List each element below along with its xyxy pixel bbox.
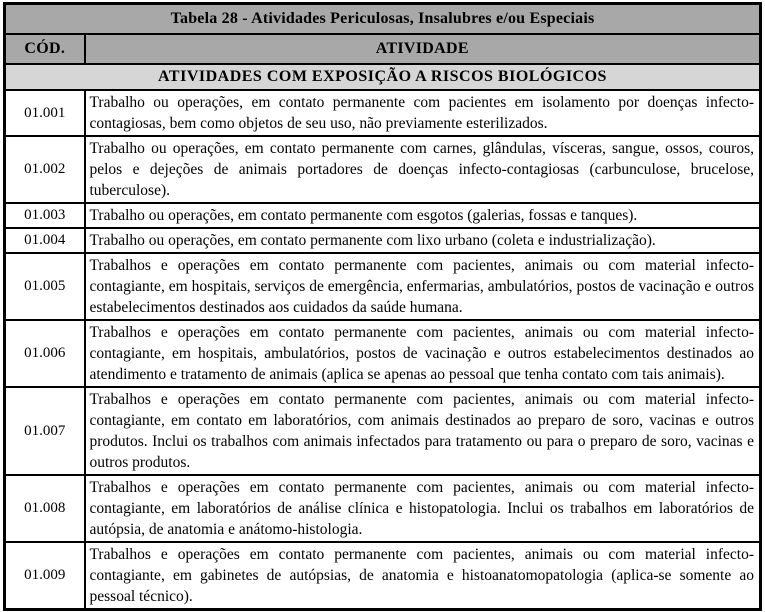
table-row [5,90,761,136]
column-header-code: CÓD. [5,34,85,64]
activity-cell: Trabalhos e operações em contato permanente com pacientes, animais ou com material infecto-contagiante, em laboratórios de análise clínica e histopatologia. Inclui os trabalhos em laboratórios de autópsia, de anatomia e anátomo-histologia. [85,475,761,542]
activity-cell: Trabalho ou operações, em contato permanente com lixo urbano (coleta e industrialização). [85,228,761,253]
section-header: ATIVIDADES COM EXPOSIÇÃO A RISCOS BIOLÓGICOS [5,64,761,90]
code-cell: 01.009 [5,542,85,610]
table-title-row [5,4,761,35]
table-title: Tabela 28 - Atividades Periculosas, Insalubres e/ou Especiais [5,4,761,35]
activity-cell: Trabalhos e operações em contato permanente com pacientes, animais ou com material infecto-contagiante, em hospitais, ambulatórios, postos de vacinação e outros estabelecimentos destinados ao atendimento e tratamento de animais (aplica se apenas ao pessoal que tenha contato com tais animais). [85,320,761,387]
activity-cell: Trabalhos e operações em contato permanente com pacientes, animais ou com material infecto-contagiante, em gabinetes de autópsias, de anatomia e histoanatomopatologia (aplica-se somente ao pessoal técnico). [85,542,761,610]
table-row [5,387,761,475]
activity-cell: Trabalhos e operações em contato permanente com pacientes, animais ou com material infecto-contagiante, em contato em laboratórios, com animais destinados ao preparo de soro, vacinas e outros produtos. Inclui os trabalhos com animais infectados para tratamento ou para o preparo de soro, vacinas e outros produtos. [85,387,761,475]
table-row [5,228,761,253]
activity-cell: Trabalho ou operações, em contato permanente com pacientes em isolamento por doenças infecto-contagiosas, bem como objetos de seu uso, não previamente esterilizados. [85,90,761,136]
activity-cell: Trabalho ou operações, em contato permanente com esgotos (galerias, fossas e tanques). [85,203,761,228]
activity-cell: Trabalho ou operações, em contato permanente com carnes, glândulas, vísceras, sangue, ossos, couros, pelos e dejeções de animais portadores de doenças infecto-contagiosas (carbunculose, brucelose, tuberculose). [85,136,761,203]
activity-cell: Trabalhos e operações em contato permanente com pacientes, animais ou com material infecto-contagiante, em hospitais, serviços de emergência, enfermarias, ambulatórios, postos de vacinação e outros estabelecimentos destinados aos cuidados da saúde humana. [85,253,761,320]
table-row [5,253,761,320]
code-cell: 01.007 [5,387,85,475]
code-cell: 01.006 [5,320,85,387]
section-header-row [5,64,761,90]
column-header-activity: ATIVIDADE [85,34,761,64]
code-cell: 01.002 [5,136,85,203]
table-row [5,542,761,610]
table-row [5,136,761,203]
code-cell: 01.001 [5,90,85,136]
table-row [5,320,761,387]
code-cell: 01.003 [5,203,85,228]
table-row [5,203,761,228]
activities-table [3,2,762,611]
column-header-row [5,34,761,64]
code-cell: 01.005 [5,253,85,320]
code-cell: 01.004 [5,228,85,253]
table-row [5,475,761,542]
code-cell: 01.008 [5,475,85,542]
